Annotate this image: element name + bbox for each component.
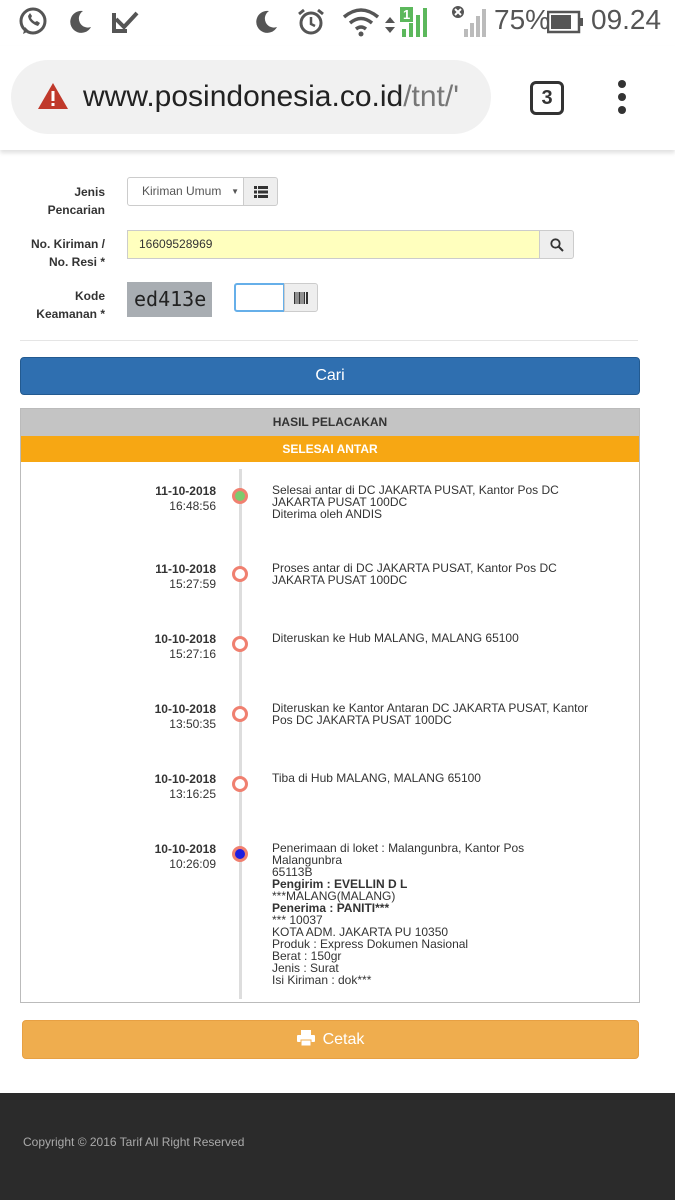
caret-down-icon: ▼ [231,187,239,196]
timeline-dot [232,566,248,582]
jenis-label-line1: Jenis [74,185,105,199]
captcha-input[interactable] [234,283,285,312]
barcode-icon-button[interactable] [284,283,318,312]
kode-label-line2: Keamanan * [36,307,105,321]
event-date: 10-10-2018 [154,632,216,646]
whatsapp-icon [16,6,50,38]
event-description [272,702,592,726]
event-datetime [116,772,216,802]
event-line: Pengirim : EVELLIN D L [272,877,408,891]
printer-icon [297,1030,315,1046]
event-line: Tiba di Hub MALANG, MALANG 65100 [272,771,481,785]
alarm-icon [296,6,326,38]
cell-signal-icon [382,6,434,38]
captcha-text: ed413e [134,287,207,311]
event-description [272,484,592,520]
event-line: Jenis : Surat [272,961,339,975]
no-signal-icon [450,6,486,38]
jenis-select-value: Kiriman Umum [142,184,222,198]
event-line: Berat : 150gr [272,949,342,963]
result-status: SELESAI ANTAR [21,436,639,462]
event-time: 15:27:59 [169,577,216,591]
event-time: 13:16:25 [169,787,216,801]
event-line: 65113B [272,865,313,879]
event-time: 10:26:09 [169,857,216,871]
event-line: JAKARTA PUSAT 100DC [272,495,408,509]
event-datetime [116,562,216,592]
timeline-line [239,469,242,999]
event-line: Penerimaan di loket : Malangunbra, Kantor Pos Malangunbra [272,841,525,867]
timeline-dot [232,776,248,792]
tab-count: 3 [541,87,553,109]
event-time: 13:50:35 [169,717,216,731]
event-description [272,632,592,644]
event-line: Proses antar di DC JAKARTA PUSAT, Kantor Pos DC [272,561,557,575]
event-line: *** 10037 [272,913,323,927]
cari-button-label: Cari [315,367,345,384]
event-description [272,842,592,986]
moon-icon-2 [252,6,280,38]
event-line: Isi Kiriman : dok*** [272,973,372,987]
timeline-dot [232,636,248,652]
captcha-image [127,282,212,317]
timeline-dot [232,846,248,862]
timeline-dot [232,706,248,722]
jenis-pencarian-label [0,183,105,219]
event-datetime [116,484,216,514]
copyright-text: Copyright © 2016 Tarif All Right Reserved [23,1135,245,1149]
event-date: 10-10-2018 [154,842,216,856]
event-line: Diteruskan ke Hub MALANG, MALANG 65100 [272,631,519,645]
signal-badge: 1 [403,7,411,22]
page-content [0,150,675,1200]
barcode-icon [294,292,308,304]
event-line: Penerima : PANITI*** [272,901,390,915]
no-resi-input[interactable] [127,230,540,259]
event-line: Pos DC JAKARTA PUSAT 100DC [272,713,452,727]
timeline-dot [232,488,248,504]
event-line: KOTA ADM. JAKARTA PU 10350 [272,925,449,939]
battery-percent: 75% [494,4,551,35]
event-date: 11-10-2018 [155,484,216,498]
cetak-button[interactable] [22,1020,639,1059]
url-text[interactable] [83,60,483,134]
url-domain: www.posindonesia.co.id [83,80,404,113]
list-icon-button[interactable] [243,177,278,206]
event-date: 11-10-2018 [155,562,216,576]
event-line: Diterima oleh ANDIS [272,507,383,521]
resi-label-line1: No. Kiriman / [30,237,105,251]
tracking-result-panel [20,408,640,1003]
overflow-menu-icon[interactable] [614,80,630,120]
resi-value: 16609528969 [139,237,213,251]
divider [20,340,638,341]
no-resi-label [0,235,105,271]
tasks-check-icon [110,6,140,38]
event-line: Selesai antar di DC JAKARTA PUSAT, Kantor Pos DC [272,483,559,497]
url-path: /tnt/' [403,80,459,113]
event-line: Diteruskan ke Kantor Antaran DC JAKARTA PUSAT, Kantor [272,701,589,715]
resi-label-line2: No. Resi * [48,255,105,269]
event-datetime [116,702,216,732]
cari-button[interactable] [20,357,640,395]
event-description [272,772,592,784]
browser-toolbar [0,46,675,150]
result-header: HASIL PELACAKAN [21,409,639,436]
event-line: JAKARTA PUSAT 100DC [272,573,408,587]
event-line: ***MALANG(MALANG) [272,889,396,903]
status-bar [0,0,675,46]
cetak-button-label: Cetak [322,1031,365,1048]
search-icon [550,238,564,252]
event-datetime [116,632,216,662]
address-bar[interactable] [11,60,491,134]
clock-time: 09.24 [591,4,662,35]
event-datetime [116,842,216,872]
warning-icon[interactable] [37,82,69,115]
event-time: 15:27:16 [169,647,216,661]
jenis-pencarian-select[interactable] [127,177,244,206]
tab-switcher-button[interactable] [530,81,564,115]
kode-keamanan-label [0,287,105,323]
event-time: 16:48:56 [169,499,216,513]
event-date: 10-10-2018 [154,772,216,786]
event-description [272,562,592,586]
event-line: Produk : Express Dokumen Nasional [272,937,469,951]
kode-label-line1: Kode [75,289,105,303]
event-date: 10-10-2018 [154,702,216,716]
moon-icon [66,6,94,38]
search-button-small[interactable] [539,230,574,259]
wifi-icon [342,6,380,38]
footer [0,1093,675,1200]
jenis-label-line2: Pencarian [47,203,105,217]
battery-icon [547,6,585,38]
list-icon [254,186,268,198]
